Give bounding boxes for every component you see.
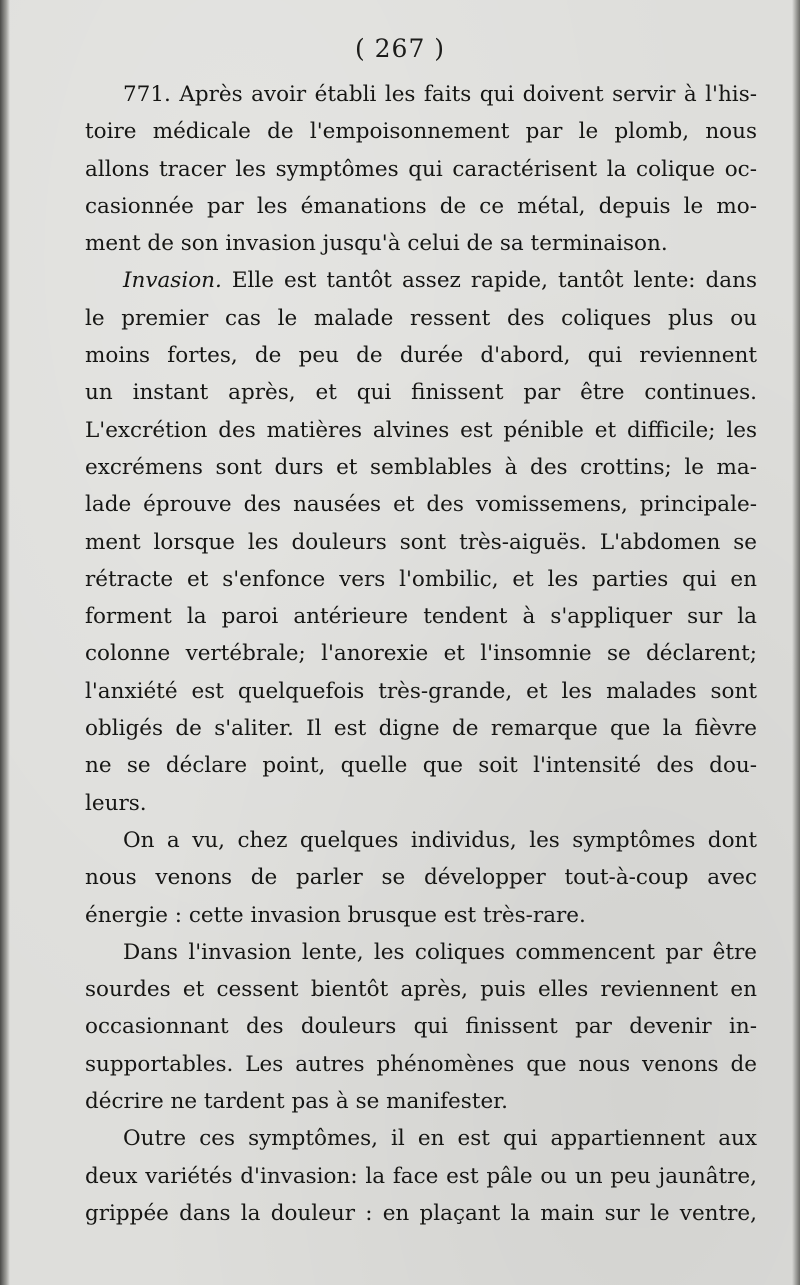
- text-line-content: Elle est tantôt assez rapide, tantôt lente: dans: [221, 268, 757, 294]
- text-line: sourdes et cessent bientôt après, puis elles reviennent en: [85, 977, 757, 1003]
- text-line: forment la paroi antérieure tendent à s'appliquer sur la: [85, 604, 757, 630]
- text-line: ment de son invasion jusqu'à celui de sa terminaison.: [85, 231, 668, 257]
- text-line: L'excrétion des matières alvines est pénible et difficile; les: [85, 417, 757, 443]
- text-line: deux variétés d'invasion: la face est pâle ou un peu jaunâtre,: [85, 1163, 757, 1189]
- text-line: l'anxiété est quelquefois très-grande, et les malades sont: [85, 678, 757, 704]
- text-line: ment lorsque les douleurs sont très-aiguës. L'abdomen se: [85, 529, 757, 555]
- text-line: lade éprouve des nausées et des vomissemens, principale-: [85, 492, 757, 518]
- section-heading: Invasion.: [123, 268, 222, 294]
- text-line: un instant après, et qui finissent par être continues.: [85, 380, 757, 406]
- text-line: nous venons de parler se développer tout-à-coup avec: [85, 865, 757, 891]
- text-line: colonne vertébrale; l'anorexie et l'insomnie se déclarent;: [85, 641, 757, 667]
- text-line: ne se déclare point, quelle que soit l'intensité des dou-: [85, 753, 757, 779]
- text-line: On a vu, chez quelques individus, les symptômes dont: [123, 827, 757, 853]
- text-line: énergie : cette invasion brusque est très-rare.: [85, 902, 586, 928]
- text-line: casionnée par les émanations de ce métal, depuis le mo-: [85, 193, 757, 219]
- text-line: 771. Après avoir établi les faits qui doivent servir à l'his-: [123, 82, 757, 107]
- page-edge-shadow-left: [0, 0, 10, 1285]
- text-line: [85, 262, 757, 299]
- text-line: grippée dans la douleur : en plaçant la main sur le ventre,: [85, 1200, 757, 1226]
- text-line: rétracte et s'enfonce vers l'ombilic, et les parties qui en: [85, 566, 757, 592]
- text-line: occasionnant des douleurs qui finissent par devenir in-: [85, 1014, 757, 1040]
- text-line: décrire ne tardent pas à se manifester.: [85, 1089, 508, 1115]
- text-line: supportables. Les autres phénomènes que nous venons de: [85, 1051, 757, 1077]
- page-edge-shadow-right: [792, 0, 800, 1285]
- text-line: Dans l'invasion lente, les coliques commencent par être: [123, 939, 757, 965]
- text-line: le premier cas le malade ressent des coliques plus ou: [85, 305, 757, 331]
- text-line: leurs.: [85, 790, 147, 816]
- text-line: Outre ces symptômes, il en est qui appartiennent aux: [123, 1126, 757, 1152]
- text-line: obligés de s'aliter. Il est digne de remarque que la fièvre: [85, 716, 757, 742]
- text-line: excrémens sont durs et semblables à des crottins; le ma-: [85, 454, 757, 480]
- page-number: ( 267 ): [354, 34, 446, 63]
- text-line: moins fortes, de peu de durée d'abord, qui reviennent: [85, 343, 757, 369]
- text-line: toire médicale de l'empoisonnement par le plomb, nous: [85, 119, 757, 145]
- text-line: allons tracer les symptômes qui caractérisent la colique oc-: [85, 156, 757, 182]
- body-text: [85, 76, 757, 1232]
